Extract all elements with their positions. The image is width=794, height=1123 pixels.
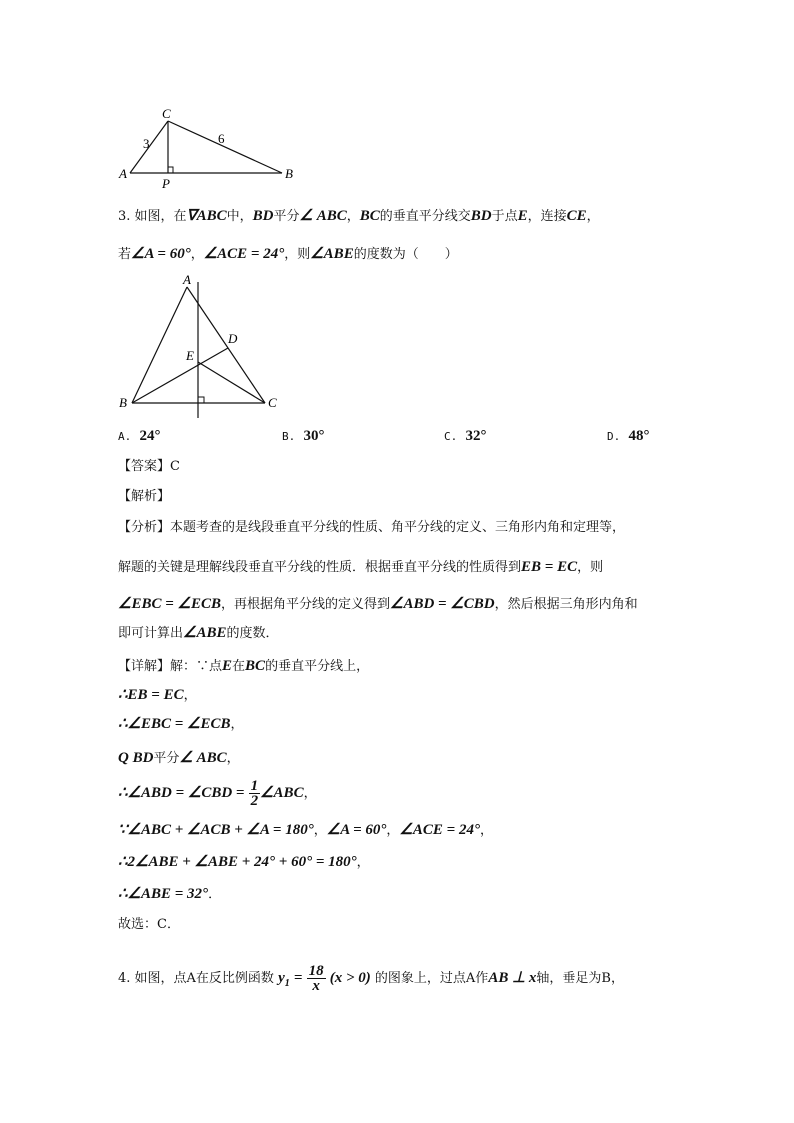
fraction-one-half: $\frac{1}{2}$	[250, 778, 259, 809]
option-d: D. 48°	[607, 428, 650, 444]
answer: 【答案】C	[118, 459, 180, 474]
label-c: C	[268, 395, 277, 410]
right-angle-mark	[198, 397, 204, 403]
label-b: B	[119, 395, 127, 410]
function-y1: $y_1$	[278, 970, 290, 989]
detail-line3: ∴∠EBC = ∠ECB，	[118, 716, 244, 732]
segment-ac	[187, 287, 265, 403]
detail-choose: 故选：C．	[118, 917, 180, 932]
analysis-line4: 即可计算出∠ABE的度数．	[118, 625, 279, 641]
analysis-line2: 解题的关键是理解线段垂直平分线的性质．根据垂直平分线的性质得到EB = EC，则	[118, 559, 604, 575]
detail-line6: ∵∠ABC + ∠ACB + ∠A = 180°，∠A = 60°，∠ACE = 24°，	[118, 822, 493, 838]
option-c: C. 32°	[444, 428, 487, 444]
label-side-ac: 3	[143, 136, 150, 151]
label-b: B	[285, 166, 293, 181]
label-side-cb: 6	[218, 131, 225, 146]
label-e: E	[186, 348, 194, 363]
detail-line4: Q BD平分∠ ABC，	[118, 750, 240, 766]
analysis-heading: 【解析】	[118, 489, 171, 504]
detail-line2: ∴EB = EC，	[118, 687, 197, 703]
detail-line5: ∴∠ABD = ∠CBD = $\frac{1}{2}$ ∠ABC，	[118, 778, 317, 809]
detail-line8: ∴∠ABE = 32°．	[118, 886, 222, 902]
option-a: A. 24°	[118, 428, 161, 444]
analysis-line1: 【分析】本题考查的是线段垂直平分线的性质、角平分线的定义、三角形内角和定理等，	[118, 520, 626, 535]
label-a: A	[183, 272, 191, 287]
figure-triangle-apb	[110, 100, 310, 190]
q4-line1: 4. 如图，点A在反比例函数 $y_1$ = $\frac{18}{x}$ (x > 0) 的图象上，过点A作AB ⊥ x轴，垂足为B，	[118, 963, 624, 994]
segment-ab	[132, 287, 187, 403]
label-d: D	[228, 331, 238, 346]
q3-line2: 若∠A = 60°，∠ACE = 24°，则∠ABE的度数为（ ）	[118, 246, 458, 262]
segment-ec	[198, 362, 265, 403]
segment-cb	[168, 121, 282, 173]
q3-line1: 3. 如图，在∇ABC中，BD平分∠ ABC，BC的垂直平分线交BD于点E，连接CE，	[118, 208, 600, 224]
detail-line7: ∴2∠ABE + ∠ABE + 24° + 60° = 180°，	[118, 854, 370, 870]
right-angle-mark	[168, 167, 173, 173]
label-c: C	[162, 106, 171, 121]
analysis-line3: ∠EBC = ∠ECB，再根据角平分线的定义得到∠ABD = ∠CBD，然后根据三角形内角和	[118, 596, 638, 612]
option-b: B. 30°	[282, 428, 325, 444]
figure-triangle-abc	[110, 272, 290, 422]
label-p: P	[162, 176, 170, 190]
segment-bd	[132, 348, 228, 403]
detail-line1: 【详解】解：∵点E在BC的垂直平分线上，	[118, 658, 370, 674]
label-a: A	[119, 166, 127, 181]
fraction-18-over-x: $\frac{18}{x}$	[308, 963, 324, 994]
